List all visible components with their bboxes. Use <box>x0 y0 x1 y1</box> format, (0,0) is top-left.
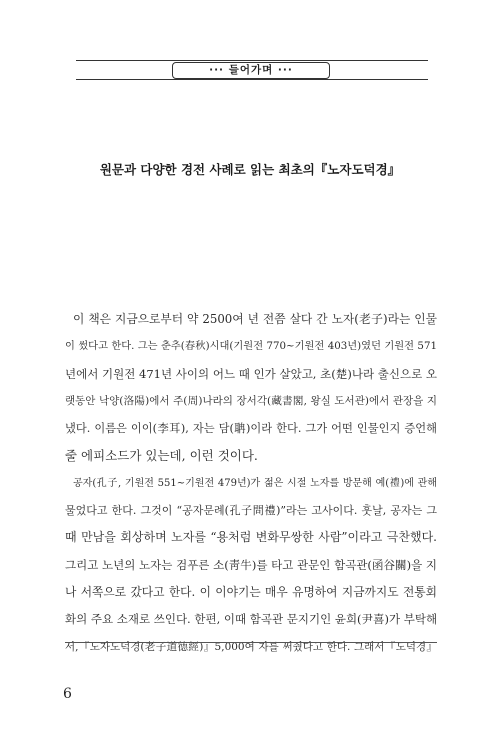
body-line: 이 책은 지금으로부터 약 2500여 년 전쯤 살다 간 노자(老子)라는 인물 <box>73 312 437 326</box>
body-line: 그리고 노년의 노자는 검푸른 소(靑牛)를 타고 관문인 함곡관(函谷關)을 지 <box>65 557 437 572</box>
header-rule-top <box>76 60 428 61</box>
body-line: 랫동안 낙양(洛陽)에서 주(周)나라의 장서각(藏書閣, 왕실 도서관)에서 관장을 지 <box>65 394 437 407</box>
body-line: 이 썼다고 한다. 그는 춘추(春秋)시대(기원전 770~기원전 403년)였던 기원전 571 <box>65 340 437 353</box>
section-header-label: ··· 들어가며 ··· <box>172 62 330 79</box>
body-line: 년에서 기원전 471년 사이의 어느 때 인가 살았고, 초(楚)나라 출신으로 오 <box>65 366 437 381</box>
header-rule-bottom <box>76 79 428 80</box>
body-line: 냈다. 이름은 이이(李耳), 자는 담(聃)이라 한다. 그가 어떤 인물인지 증언해 <box>65 422 437 436</box>
body-line: 물었다고 한다. 그것이 “공자문례(孔子問禮)”라는 고사이다. 훗날, 공자는 그 <box>65 504 437 518</box>
body-line: 화의 주요 소재로 쓰인다. 한편, 이때 함곡관 문지기인 윤희(尹喜)가 부탁해 <box>65 612 438 627</box>
body-line: 서,『노자도덕경(老子道德經)』5,000여 자를 써줬다고 한다. 그래서『도덕경』 <box>65 640 437 653</box>
body-line: 때 만남을 회상하며 노자를 “용처럼 변화무쌍한 사람”이라고 극찬했다. <box>65 530 437 545</box>
body-paragraphs <box>65 306 437 661</box>
body-line: 줄 에피소드가 있는데, 이런 것이다. <box>65 448 258 464</box>
section-subtitle: 원문과 다양한 경전 사례로 읽는 최초의『노자도덕경』 <box>99 162 401 177</box>
body-line: 공자(孔子, 기원전 551~기원전 479년)가 젊은 시절 노자를 방문해 예(禮)에 관해 <box>73 477 437 489</box>
footer-rule <box>65 642 437 643</box>
page-number: 6 <box>63 686 72 702</box>
body-line: 나 서쪽으로 갔다고 한다. 이 이야기는 매우 유명하여 지금까지도 전통회 <box>65 584 437 599</box>
